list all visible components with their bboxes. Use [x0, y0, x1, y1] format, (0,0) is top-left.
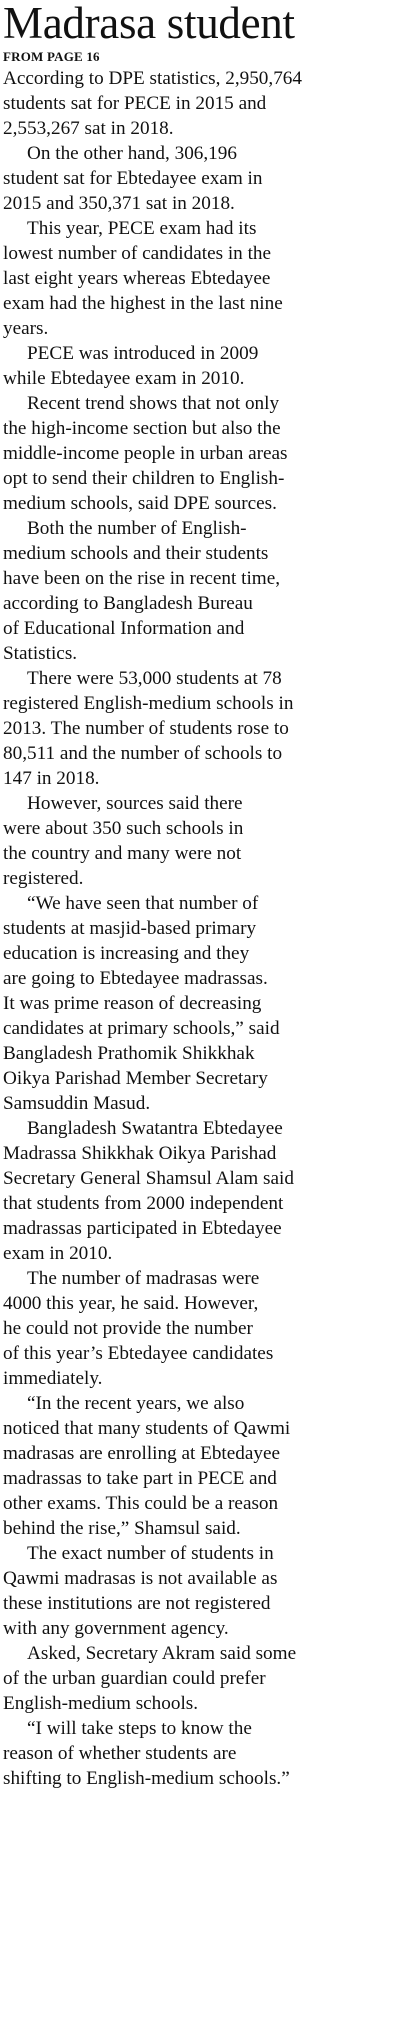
text-line: Bangladesh Swatantra Ebtedayee	[27, 1118, 283, 1139]
text-line: Qawmi madrasas is not available as	[3, 1568, 278, 1589]
text-line: of Educational Information and	[3, 618, 245, 639]
text-line: lowest number of candidates in the	[3, 243, 272, 264]
text-line: 4000 this year, he said. However,	[3, 1293, 259, 1314]
text-line: other exams. This could be a reason	[3, 1493, 279, 1514]
text-line: “I will take steps to know the	[27, 1718, 252, 1739]
text-line: English-medium schools.	[3, 1693, 199, 1714]
text-line: with any government agency.	[3, 1618, 229, 1639]
article-paragraph	[3, 341, 405, 391]
text-line: were about 350 such schools in	[3, 818, 244, 839]
text-line: the high-income section but also the	[3, 418, 281, 439]
text-line: madrasas are enrolling at Ebtedayee	[3, 1443, 281, 1464]
text-line: Madrassa Shikkhak Oikya Parishad	[3, 1143, 277, 1164]
text-line: Oikya Parishad Member Secretary	[3, 1068, 268, 1089]
text-line: Secretary General Shamsul Alam said	[3, 1168, 294, 1189]
article-paragraph	[3, 891, 405, 1116]
text-line: according to Bangladesh Bureau	[3, 593, 253, 614]
text-line: 80,511 and the number of schools to	[3, 743, 283, 764]
text-line: immediately.	[3, 1368, 103, 1389]
text-line: exam had the highest in the last nine	[3, 293, 283, 314]
text-line: There were 53,000 students at 78	[27, 668, 282, 689]
text-line: these institutions are not registered	[3, 1593, 271, 1614]
text-line: According to DPE statistics, 2,950,764	[3, 68, 302, 89]
text-line: are going to Ebtedayee madrassas.	[3, 968, 268, 989]
text-line: “We have seen that number of	[27, 893, 259, 914]
text-line: of the urban guardian could prefer	[3, 1668, 266, 1689]
text-line: However, sources said there	[27, 793, 243, 814]
text-line: 2015 and 350,371 sat in 2018.	[3, 193, 235, 214]
text-line: students at masjid-based primary	[3, 918, 257, 939]
text-line: 2,553,267 sat in 2018.	[3, 118, 174, 139]
text-line: he could not provide the number	[3, 1318, 253, 1339]
text-line: reason of whether students are	[3, 1743, 237, 1764]
text-line: while Ebtedayee exam in 2010.	[3, 368, 245, 389]
text-line: opt to send their children to English-	[3, 468, 285, 489]
text-line: medium schools and their students	[3, 543, 269, 564]
text-line: Both the number of English-	[27, 518, 247, 539]
article-paragraph	[3, 1266, 405, 1391]
article-body	[3, 66, 405, 1791]
text-line: 147 in 2018.	[3, 768, 100, 789]
headline: Madrasa student	[3, 0, 295, 48]
text-line: years.	[3, 318, 49, 339]
text-line: madrassas participated in Ebtedayee	[3, 1218, 282, 1239]
article-paragraph	[3, 516, 405, 666]
text-line: It was prime reason of decreasing	[3, 993, 262, 1014]
article-paragraph	[3, 1541, 405, 1641]
text-line: behind the rise,” Shamsul said.	[3, 1518, 241, 1539]
text-line: education is increasing and they	[3, 943, 250, 964]
article-paragraph	[3, 1641, 405, 1716]
article-paragraph	[3, 391, 405, 516]
jump-line: FROM PAGE 16	[3, 49, 100, 64]
text-line: madrassas to take part in PECE and	[3, 1468, 277, 1489]
text-line: PECE was introduced in 2009	[27, 343, 259, 364]
article-paragraph	[3, 1116, 405, 1266]
text-line: shifting to English-medium schools.”	[3, 1768, 290, 1789]
text-line: middle-income people in urban areas	[3, 443, 288, 464]
article-paragraph	[3, 666, 405, 791]
text-line: the country and many were not	[3, 843, 242, 864]
text-line: The exact number of students in	[27, 1543, 274, 1564]
text-line: candidates at primary schools,” said	[3, 1018, 280, 1039]
text-line: Recent trend shows that not only	[27, 393, 280, 414]
article-paragraph	[3, 1391, 405, 1541]
text-line: noticed that many students of Qawmi	[3, 1418, 291, 1439]
text-line: Samsuddin Masud.	[3, 1093, 151, 1114]
text-line: have been on the rise in recent time,	[3, 568, 281, 589]
article-paragraph	[3, 66, 405, 141]
text-line: medium schools, said DPE sources.	[3, 493, 277, 514]
text-line: The number of madrasas were	[27, 1268, 260, 1289]
text-line: Asked, Secretary Akram said some	[27, 1643, 297, 1664]
text-line: of this year’s Ebtedayee candidates	[3, 1343, 274, 1364]
text-line: registered English-medium schools in	[3, 693, 294, 714]
text-line: exam in 2010.	[3, 1243, 113, 1264]
article-paragraph	[3, 791, 405, 891]
text-line: student sat for Ebtedayee exam in	[3, 168, 263, 189]
text-line: students sat for PECE in 2015 and	[3, 93, 267, 114]
text-line: Statistics.	[3, 643, 78, 664]
article-paragraph	[3, 141, 405, 216]
text-line: 2013. The number of students rose to	[3, 718, 289, 739]
article-paragraph	[3, 216, 405, 341]
text-line: On the other hand, 306,196	[27, 143, 237, 164]
text-line: “In the recent years, we also	[27, 1393, 245, 1414]
text-line: Bangladesh Prathomik Shikkhak	[3, 1043, 255, 1064]
article-paragraph	[3, 1716, 405, 1791]
text-line: registered.	[3, 868, 84, 889]
text-line: This year, PECE exam had its	[27, 218, 257, 239]
text-line: that students from 2000 independent	[3, 1193, 284, 1214]
text-line: last eight years whereas Ebtedayee	[3, 268, 271, 289]
